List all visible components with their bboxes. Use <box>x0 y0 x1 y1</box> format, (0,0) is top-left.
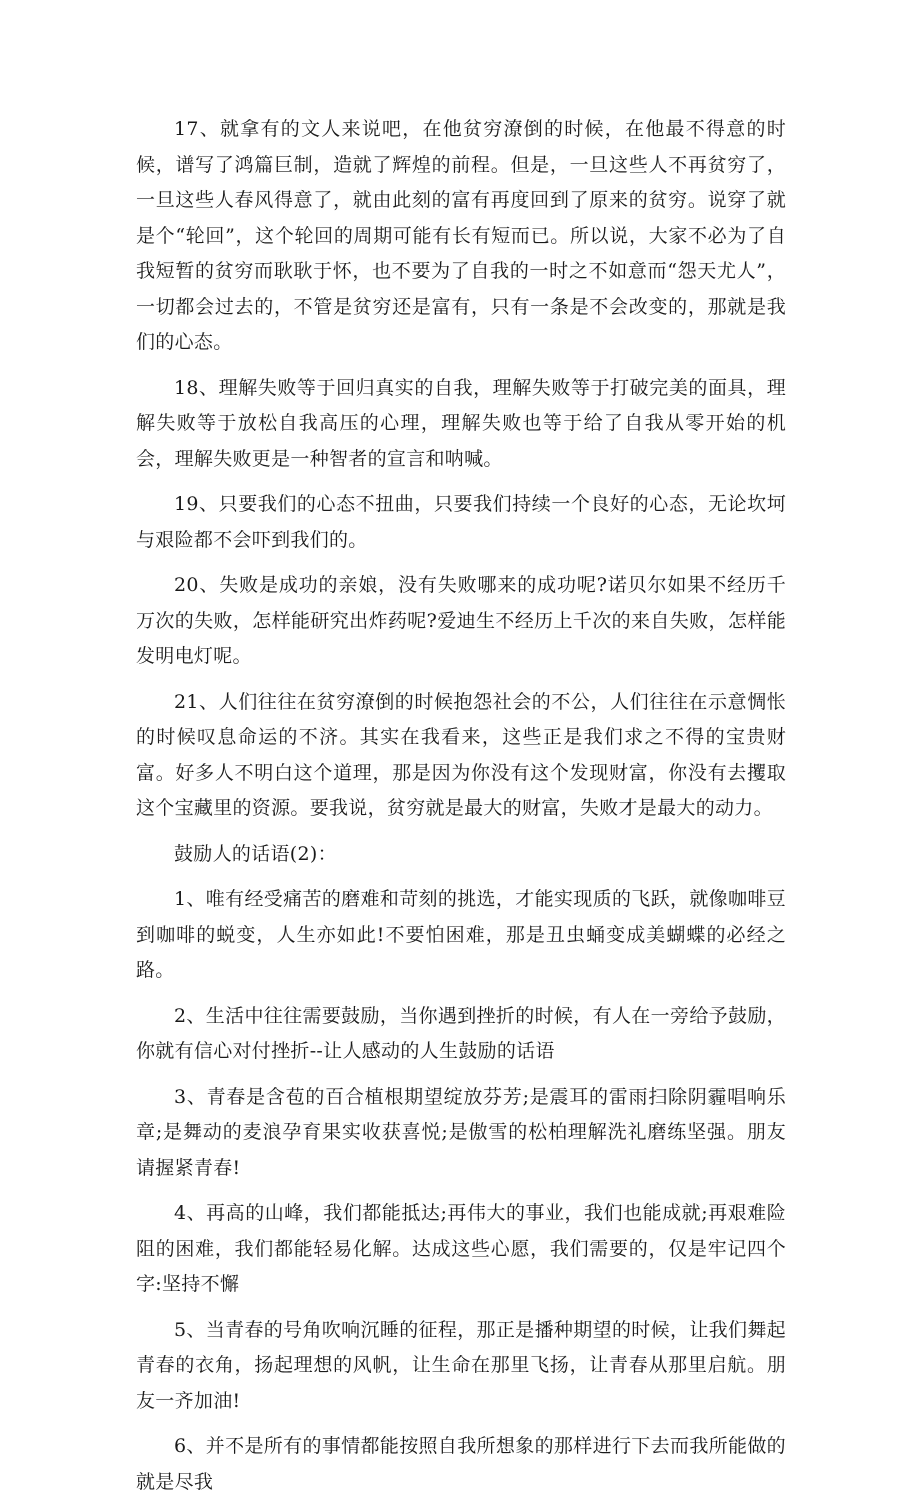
paragraph-5: 5、当青春的号角吹响沉睡的征程，那正是播种期望的时候，让我们舞起青春的衣角，扬起理想的风帆，让生命在那里飞扬，让青春从那里启航。朋友一齐加油! <box>136 1318 786 1412</box>
section-heading: 鼓励人的话语(2)： <box>174 842 337 865</box>
paragraph-17: 17、就拿有的文人来说吧，在他贫穷潦倒的时候，在他最不得意的时候，谱写了鸿篇巨制，造就了辉煌的前程。但是，一旦这些人不再贫穷了，一旦这些人春风得意了，就由此刻的富有再度回到了原来的贫穷。说穿了就是个“轮回”，这个轮回的周期可能有长有短而已。所以说，大家不必为了自我短暂的贫穷而耿耿于怀，也不要为了自我的一时之不如意而“怨天尤人”，一切都会过去的，不管是贫穷还是富有，只有一条是不会改变的，那就是我们的心态。 <box>136 118 786 353</box>
document-body <box>136 112 786 1510</box>
paragraph-21: 21、人们往往在贫穷潦倒的时候抱怨社会的不公，人们往往在示意惆怅的时候叹息命运的不济。其实在我看来，这些正是我们求之不得的宝贵财富。好多人不明白这个道理，那是因为你没有这个发现财富，你没有去攫取这个宝藏里的资源。要我说，贫穷就是最大的财富，失败才是最大的动力。 <box>136 690 786 819</box>
paragraph-4: 4、再高的山峰，我们都能抵达;再伟大的事业，我们也能成就;再艰难险阻的困难，我们都能轻易化解。达成这些心愿，我们需要的，仅是牢记四个字:坚持不懈 <box>136 1202 786 1295</box>
paragraph-6: 6、并不是所有的事情都能按照自我所想象的那样进行下去而我所能做的就是尽我 <box>136 1435 786 1493</box>
paragraph-2: 2、生活中往往需要鼓励，当你遇到挫折的时候，有人在一旁给予鼓励，你就有信心对付挫折--让人感动的人生鼓励的话语 <box>136 1004 786 1062</box>
paragraph-20: 20、失败是成功的亲娘，没有失败哪来的成功呢?诺贝尔如果不经历千万次的失败，怎样能研究出炸药呢?爱迪生不经历上千次的来自失败，怎样能发明电灯呢。 <box>136 574 786 667</box>
paragraph-19: 19、只要我们的心态不扭曲，只要我们持续一个良好的心态，无论坎坷与艰险都不会吓到我们的。 <box>136 493 786 551</box>
paragraph-1: 1、唯有经受痛苦的磨难和苛刻的挑选，才能实现质的飞跃，就像咖啡豆到咖啡的蜕变，人生亦如此!不要怕困难，那是丑虫蛹变成美蝴蝶的必经之路。 <box>136 888 786 981</box>
paragraph-3: 3、青春是含苞的百合植根期望绽放芬芳;是震耳的雷雨扫除阴霾唱响乐章;是舞动的麦浪孕育果实收获喜悦;是傲雪的松柏理解洗礼磨练坚强。朋友请握紧青春! <box>136 1085 786 1179</box>
paragraph-18: 18、理解失败等于回归真实的自我，理解失败等于打破完美的面具，理解失败等于放松自我高压的心理，理解失败也等于给了自我从零开始的机会，理解失败更是一种智者的宣言和呐喊。 <box>136 376 786 470</box>
